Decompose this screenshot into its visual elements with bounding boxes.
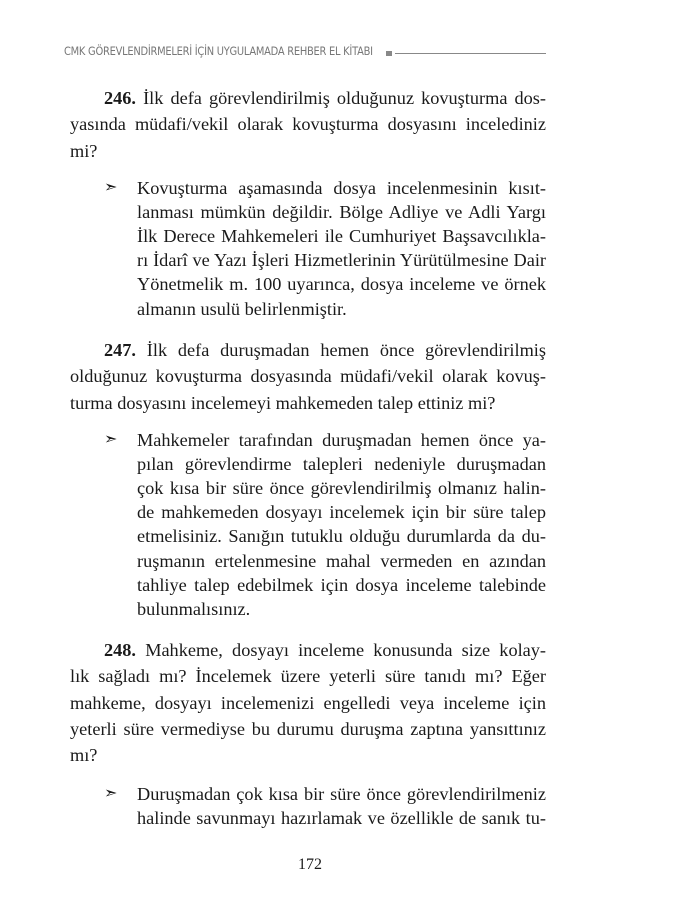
answer-line: rı İdarî ve Yazı İşleri Hizmetlerinin Yürütülmesine Dair [137,250,546,271]
question-text: yeterli süre vermediyse bu durumu duruşma zaptına yansıttınız [70,718,546,739]
question-text: İlk defa duruşmadan hemen önce görevlendirilmiş [146,340,546,360]
question-line [70,664,546,688]
arrow-bullet-icon: ➣ [104,179,118,196]
arrow-bullet-icon: ➣ [104,431,118,448]
question-text: mı? [70,745,98,766]
question-text: İlk defa görevlendirilmiş olduğunuz kovuşturma dos- [143,88,546,108]
question-text: mahkeme, dosyayı incelemenizi engelledi veya inceleme için [70,692,546,713]
question-line [70,717,546,741]
answer-line: halinde savunmayı hazırlamak ve özellikle de sanık tu- [137,808,546,829]
question-line [104,86,546,110]
question-text: Mahkeme, dosyayı inceleme konusunda size kolay- [145,640,547,660]
answer-line: de mahkemeden dosyayı incelemek için bir süre talep [137,502,546,523]
answer-line: bulunmalısınız. [137,598,251,619]
page-number: 172 [298,856,322,873]
question-line [70,391,546,415]
question-line [70,743,546,767]
answer-line: etmelisiniz. Sanığın tutuklu olduğu durumlarda da du- [137,526,546,547]
answer-line: Yönetmelik m. 100 uyarınca, dosya inceleme ve örnek [137,274,546,295]
question-line [70,691,546,715]
running-header: CMK GÖREVLENDİRMELERİ İÇİN UYGULAMADA REHBER EL KİTABI [64,44,373,58]
question-line [70,364,546,388]
question-number: 246. [104,88,144,108]
answer-line: lanması mümkün değildir. Bölge Adliye ve Adli Yargı [137,202,546,223]
question-line [104,338,546,362]
header-square-icon [386,51,392,56]
question-text: olduğunuz kovuşturma dosyasında müdafi/vekil olarak kovuş- [70,366,546,387]
answer-line: Mahkemeler tarafından duruşmadan hemen önce ya- [137,430,546,450]
answer-line: tahliye talep edebilmek için dosya inceleme talebinde [137,574,546,595]
question-text: yasında müdafi/vekil olarak kovuşturma dosyasını incelediniz [70,114,546,135]
question-line [104,638,546,662]
question-text: mi? [70,140,98,161]
question-text: turma dosyasını incelemeyi mahkemeden talep ettiniz mi? [70,392,496,413]
answer-line: Duruşmadan çok kısa bir süre önce görevlendirilmeniz [137,784,546,804]
question-text: lık sağladı mı? İncelemek üzere yeterli süre tanıdı mı? Eğer [70,666,546,687]
question-line [70,112,546,136]
answer-line: çok kısa bir süre önce görevlendirilmiş olmanız halin- [137,478,546,499]
answer-line: İlk Derece Mahkemeleri ile Cumhuriyet Başsavcılıkla- [137,226,546,247]
answer-line: Kovuşturma aşamasında dosya incelenmesinin kısıt- [137,178,546,198]
answer-line: pılan görevlendirme talepleri nedeniyle duruşmadan [137,454,546,475]
question-number: 247. [104,340,147,360]
header-rule [395,53,546,54]
question-line [70,139,546,163]
question-number: 248. [104,640,146,660]
arrow-bullet-icon: ➣ [104,785,118,802]
answer-line: ruşmanın ertelenmesine mahal vermeden en azından [137,550,546,571]
answer-line: almanın usulü belirlenmiştir. [137,298,347,319]
